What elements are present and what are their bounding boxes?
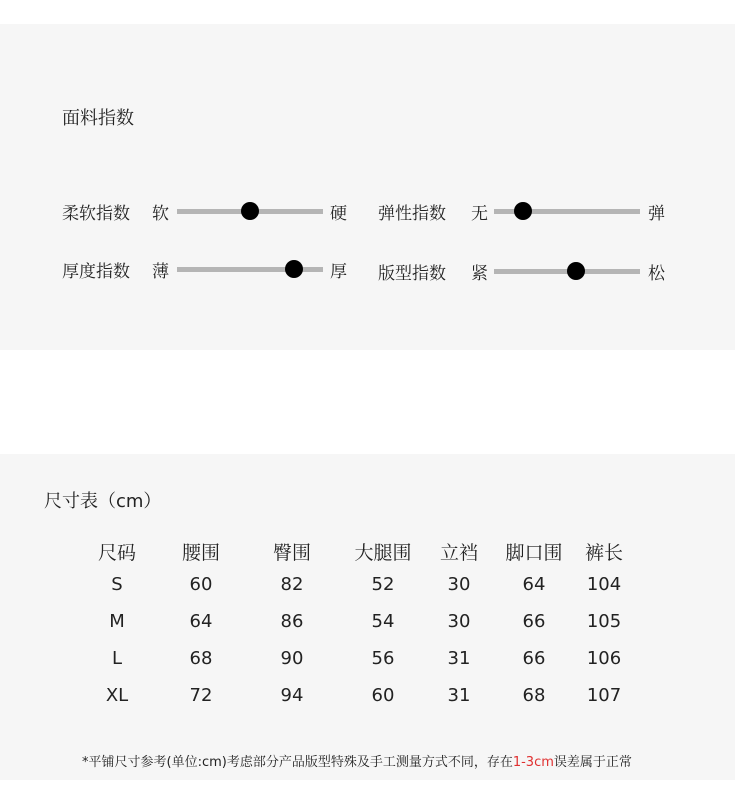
softness-index-label: 柔软指数 [62,204,130,224]
measurement-footnote [82,751,632,770]
table-cell: 68 [189,648,213,669]
table-row [78,566,630,603]
size-chart-title: 尺寸表（cm） [44,491,162,512]
column-header-waist: 腰围 [181,541,220,564]
size-table-header-row [78,536,630,566]
table-cell: 31 [447,685,471,706]
fit-slider-track [494,269,640,274]
table-cell: 60 [371,685,395,706]
table-cell: 66 [522,611,546,632]
softness-low-label: 软 [152,204,169,224]
thickness-high-label: 厚 [330,262,347,282]
softness-slider-track [177,209,323,214]
table-cell: 66 [522,648,546,669]
fit-index-label: 版型指数 [378,264,446,284]
table-row [78,677,630,714]
column-header-rise: 立裆 [439,541,478,564]
table-cell: 30 [447,574,471,595]
column-header-thigh: 大腿围 [354,541,412,564]
table-row [78,603,630,640]
fabric-index-panel [0,24,735,350]
fit-high-label: 松 [648,264,665,284]
table-cell: 60 [189,574,213,595]
table-cell: M [109,611,125,632]
elasticity-index-label: 弹性指数 [378,204,446,224]
table-cell: L [111,648,123,669]
table-cell: 52 [371,574,395,595]
table-cell: 56 [371,648,395,669]
column-header-hip: 臀围 [272,541,311,564]
softness-high-label: 硬 [330,204,347,224]
thickness-low-label: 薄 [152,262,169,282]
table-cell: 86 [280,611,304,632]
table-cell: S [111,574,123,595]
size-table [78,536,630,714]
fit-low-label: 紧 [471,264,488,284]
table-cell: 107 [586,685,622,706]
table-cell: 104 [586,574,622,595]
table-cell: 105 [586,611,622,632]
fabric-index-title: 面料指数 [62,108,134,129]
table-cell: 31 [447,648,471,669]
table-cell: 64 [522,574,546,595]
table-cell: 30 [447,611,471,632]
fit-slider-knob [567,262,585,280]
column-header-leg-opening: 脚口围 [505,541,563,564]
table-cell: 68 [522,685,546,706]
column-header-size: 尺码 [97,541,136,564]
footnote-text: *平铺尺寸参考(单位:cm)考虑部分产品版型特殊及手工测量方式不同，存在 [82,755,513,770]
elasticity-high-label: 弹 [648,204,665,224]
footnote-text-end: 误差属于正常 [553,755,632,770]
table-cell: 106 [586,648,622,669]
table-cell: 72 [189,685,213,706]
table-row [78,640,630,677]
elasticity-slider-track [494,209,640,214]
table-cell: 94 [280,685,304,706]
table-cell: XL [105,685,129,706]
table-cell: 82 [280,574,304,595]
footnote-error-range: 1-3cm [512,755,554,770]
table-cell: 64 [189,611,213,632]
softness-slider-knob [241,202,259,220]
table-cell: 90 [280,648,304,669]
thickness-slider-track [177,267,323,272]
elasticity-low-label: 无 [471,204,488,224]
thickness-index-label: 厚度指数 [62,262,130,282]
table-cell: 54 [371,611,395,632]
column-header-length: 裤长 [584,541,623,564]
thickness-slider-knob [285,260,303,278]
